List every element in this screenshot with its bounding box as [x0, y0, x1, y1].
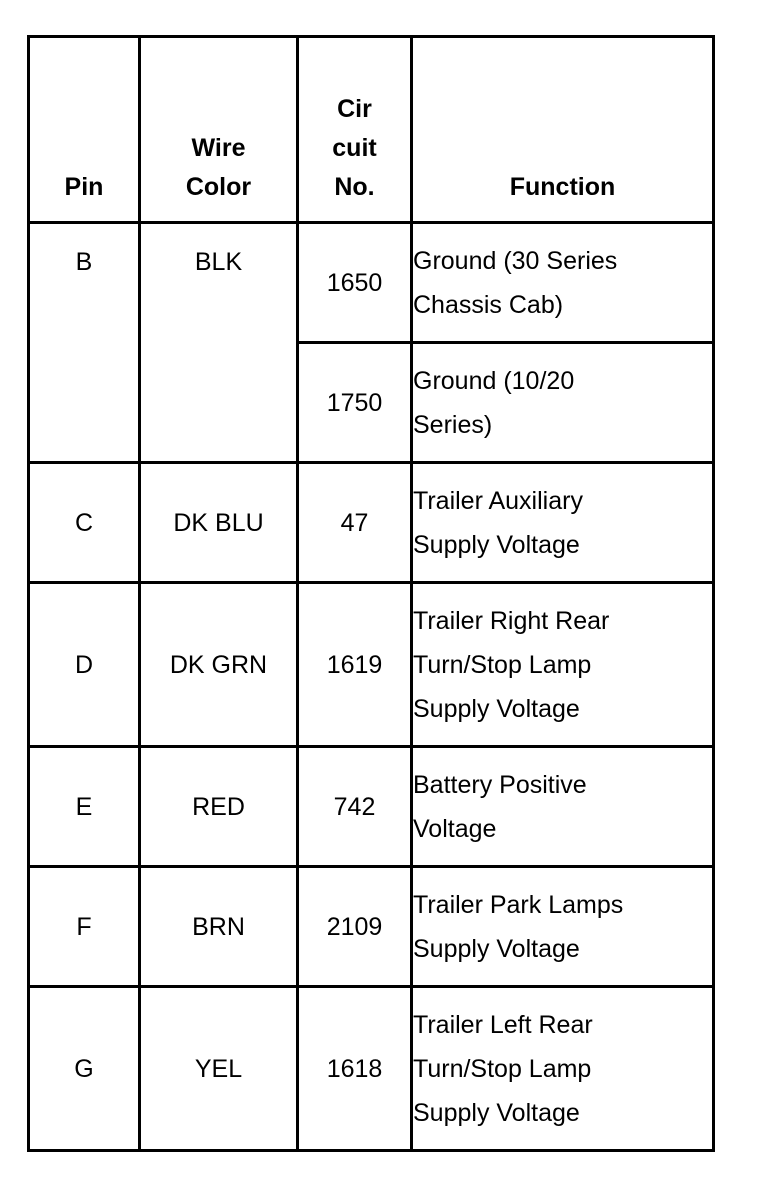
pin-cell: G: [29, 987, 140, 1151]
function-cell: Trailer Park Lamps Supply Voltage: [412, 867, 714, 987]
pin-cell: D: [29, 583, 140, 747]
table-row: [29, 987, 714, 1151]
function-cell: Ground (30 Series Chassis Cab): [412, 223, 714, 343]
pin-cell: F: [29, 867, 140, 987]
header-wire-color: Wire Color: [140, 37, 298, 223]
circuit-number-cell: 1750: [298, 343, 412, 463]
wire-color-cell: DK GRN: [140, 583, 298, 747]
circuit-number-cell: 2109: [298, 867, 412, 987]
wire-color-cell: RED: [140, 747, 298, 867]
wire-color-cell: BRN: [140, 867, 298, 987]
table-row: [29, 463, 714, 583]
circuit-number-cell: 1619: [298, 583, 412, 747]
circuit-number-cell: 742: [298, 747, 412, 867]
pin-cell: C: [29, 463, 140, 583]
wire-color-cell: YEL: [140, 987, 298, 1151]
table-header-row: [29, 37, 714, 223]
table-row: [29, 583, 714, 747]
table-row: [29, 223, 714, 343]
pin-cell: E: [29, 747, 140, 867]
header-circuit-number: Cir cuit No.: [298, 37, 412, 223]
function-cell: Trailer Left Rear Turn/Stop Lamp Supply Voltage: [412, 987, 714, 1151]
wire-color-cell: BLK: [140, 223, 298, 463]
connector-pinout-table: [27, 35, 715, 1152]
header-pin: Pin: [29, 37, 140, 223]
pin-cell: B: [29, 223, 140, 463]
wire-color-cell: DK BLU: [140, 463, 298, 583]
table-row: [29, 747, 714, 867]
table-row: [29, 867, 714, 987]
circuit-number-cell: 1618: [298, 987, 412, 1151]
function-cell: Battery Positive Voltage: [412, 747, 714, 867]
function-cell: Ground (10/20 Series): [412, 343, 714, 463]
function-cell: Trailer Right Rear Turn/Stop Lamp Supply Voltage: [412, 583, 714, 747]
circuit-number-cell: 47: [298, 463, 412, 583]
function-cell: Trailer Auxiliary Supply Voltage: [412, 463, 714, 583]
circuit-number-cell: 1650: [298, 223, 412, 343]
header-function: Function: [412, 37, 714, 223]
